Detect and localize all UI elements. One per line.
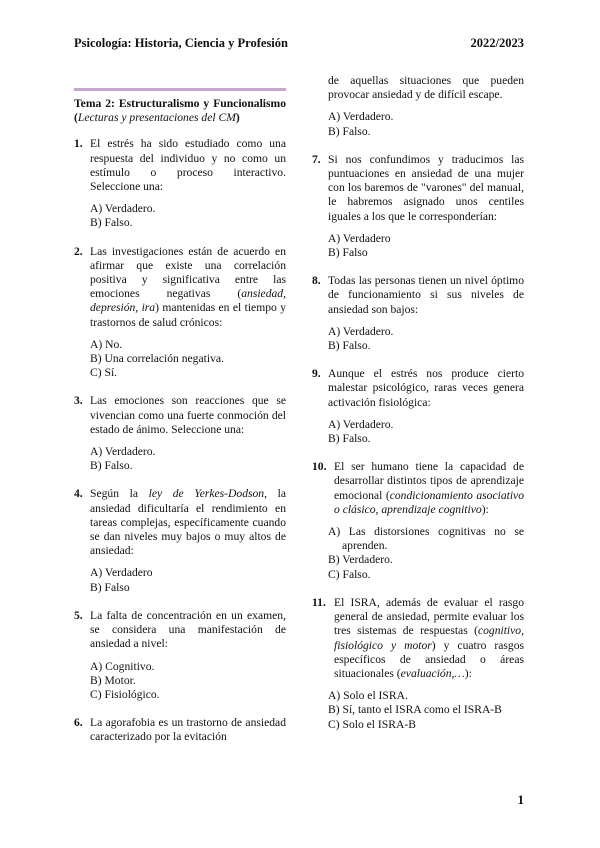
option: A) Cognitivo.: [90, 659, 155, 673]
question-10: 10. El ser humano tiene la capacidad de desarrollar distintos tipos de aprendizaje emocional (condicionamiento asociativo o clásico, aprendizaje cognitivo):: [312, 460, 524, 516]
question-3: 3. Las emociones son reacciones que se vivencian como una fuerte conmoción del estado de ánimo. Seleccione una:: [74, 394, 286, 436]
option: B) Motor.: [90, 673, 136, 687]
options-8: [328, 325, 524, 353]
question-7: 7. Si nos confundimos y traducimos las puntuaciones en ansiedad de una mujer con los baremos de "varones" del manual, le habremos asignado unos centiles iguales a los que le corresponderían:: [312, 152, 524, 223]
header-year: 2022/2023: [470, 36, 524, 50]
option: B) Falso.: [328, 124, 371, 138]
option: C) Fisiológico.: [90, 687, 160, 701]
option: A) Solo el ISRA.: [328, 689, 408, 703]
options-3: [90, 445, 286, 473]
option: B) Falso: [90, 580, 130, 594]
option: B) Falso.: [90, 459, 133, 473]
question-2: 2. Las investigaciones están de acuerdo en afirmar que existe una correlación positiva y significativa entre las emociones negativas (ansiedad, depresión, ira) mantenidas en el tiempo y trastornos de salud crónicos:: [74, 244, 286, 329]
question-6: 6. La agorafobia es un trastorno de ansiedad caracterizado por la evitación: [74, 716, 286, 744]
page-number: 1: [517, 792, 524, 807]
question-4: 4. Según la ley de Yerkes-Dodson, la ansiedad dificultaría el rendimiento en tareas complejas, específicamente cuando se dan niveles muy bajos o muy altos de ansiedad:: [74, 487, 287, 558]
header-title: Psicología: Historia, Ciencia y Profesión: [74, 36, 288, 50]
option: B) Falso.: [328, 339, 371, 353]
topic-heading: Tema 2: Estructuralismo y Funcionalismo (Lecturas y presentaciones del CM): [74, 97, 286, 125]
question-9: 9. Aunque el estrés nos produce cierto malestar psicológico, raras veces genera activación fisiológica:: [312, 367, 524, 409]
option: A) Verdadero.: [90, 202, 156, 216]
options-10: [328, 525, 524, 582]
options-2: [90, 338, 286, 381]
question-6-continued: de aquellas situaciones que pueden provocar ansiedad y de difícil escape.: [328, 74, 524, 102]
option: A) Verdadero: [328, 231, 391, 245]
options-4: [90, 566, 286, 594]
options-1: [90, 202, 286, 230]
option: A) Verdadero.: [328, 417, 394, 431]
option: A) Verdadero.: [328, 324, 394, 338]
option: B) Falso.: [328, 432, 371, 446]
option: C) Solo el ISRA-B: [328, 717, 416, 731]
question-1: 1. El estrés ha sido estudiado como una respuesta del individuo y no como un estímulo o proceso interactivo. Seleccione una:: [74, 137, 286, 194]
question-8: 8. Todas las personas tienen un nivel óptimo de funcionamiento si sus niveles de ansiedad son bajos:: [312, 274, 524, 316]
options-6: [328, 110, 524, 138]
left-column: [74, 88, 286, 749]
option: A) Verdadero: [90, 566, 153, 580]
options-5: [90, 660, 286, 703]
option: B) Una correlación negativa.: [90, 352, 224, 366]
option: B) Falso: [328, 246, 368, 260]
question-5: 5. La falta de concentración en un examen, se considera una manifestación de ansiedad a nivel:: [74, 608, 286, 651]
right-column: [312, 74, 524, 746]
options-11: [328, 689, 524, 732]
question-11: 11. El ISRA, además de evaluar el rasgo general de ansiedad, permite evaluar los tres sistemas de respuestas (cognitivo, fisiológico y motor) y cuatro rasgos específicos de ansiedad o áreas situacionales (evaluación,…):: [312, 595, 524, 680]
option: B) Falso.: [90, 216, 133, 230]
option: A) Las distorsiones cognitivas no se aprenden.: [328, 525, 524, 553]
options-9: [328, 418, 524, 446]
option: A) No.: [90, 337, 123, 351]
option: B) Verdadero.: [328, 553, 393, 567]
option: C) Falso.: [328, 567, 371, 581]
option: A) Verdadero.: [328, 110, 394, 124]
option: C) Sí.: [90, 366, 118, 380]
option: A) Verdadero.: [90, 445, 156, 459]
topic-rule: [74, 88, 286, 91]
option: B) Sí, tanto el ISRA como el ISRA-B: [328, 703, 502, 717]
options-7: [328, 232, 524, 260]
